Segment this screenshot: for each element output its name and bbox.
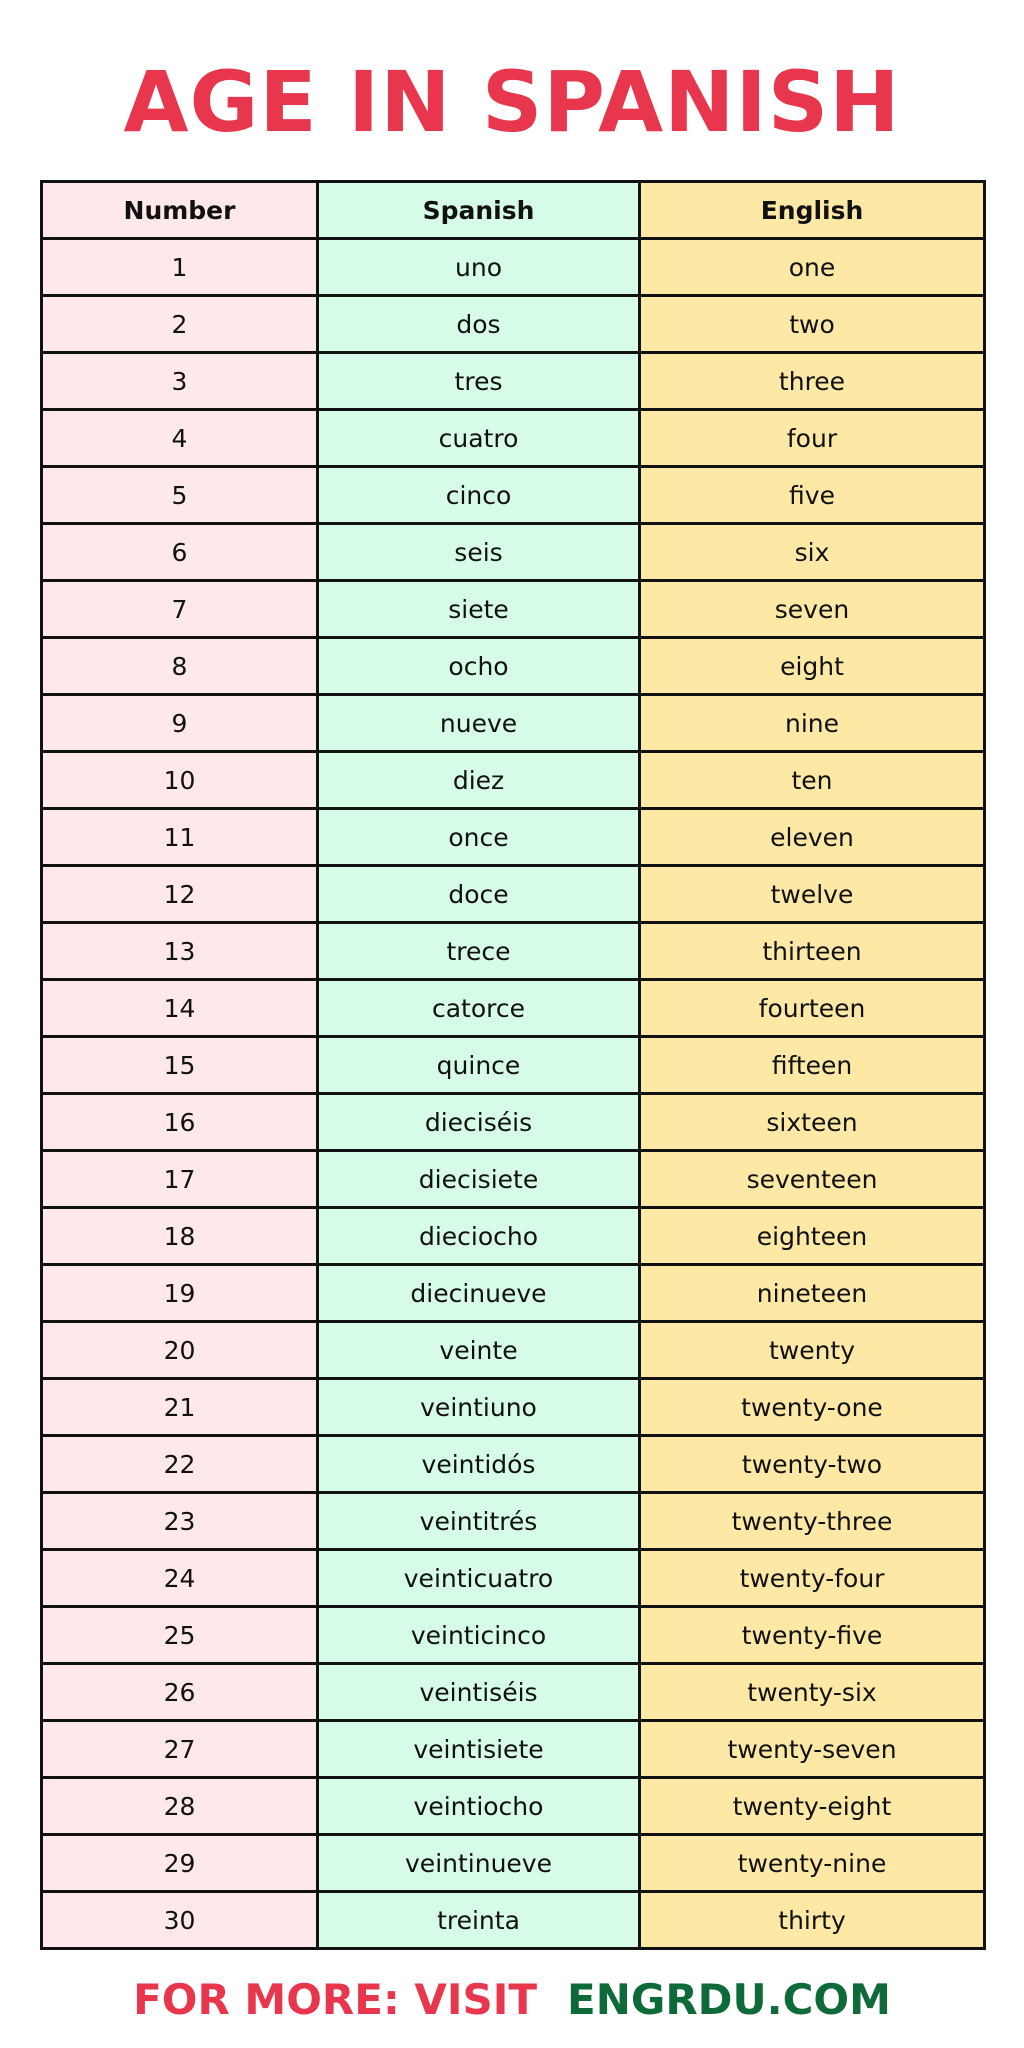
english-cell: thirteen — [641, 924, 983, 978]
table-row — [43, 1722, 983, 1779]
english-cell: twenty-eight — [641, 1779, 983, 1833]
number-cell: 26 — [43, 1665, 319, 1719]
spanish-cell: veintiuno — [319, 1380, 641, 1434]
english-cell: nineteen — [641, 1266, 983, 1320]
number-cell: 16 — [43, 1095, 319, 1149]
spanish-cell: trece — [319, 924, 641, 978]
number-cell: 1 — [43, 240, 319, 294]
number-cell: 27 — [43, 1722, 319, 1776]
number-cell: 6 — [43, 525, 319, 579]
spanish-cell: quince — [319, 1038, 641, 1092]
english-cell: one — [641, 240, 983, 294]
table-row — [43, 1266, 983, 1323]
english-cell: fifteen — [641, 1038, 983, 1092]
header-spanish: Spanish — [319, 183, 641, 237]
number-cell: 21 — [43, 1380, 319, 1434]
english-cell: twenty-six — [641, 1665, 983, 1719]
header-english: English — [641, 183, 983, 237]
spanish-cell: veintinueve — [319, 1836, 641, 1890]
number-cell: 23 — [43, 1494, 319, 1548]
spanish-cell: once — [319, 810, 641, 864]
english-cell: fourteen — [641, 981, 983, 1035]
english-cell: five — [641, 468, 983, 522]
spanish-cell: catorce — [319, 981, 641, 1035]
table-row — [43, 1779, 983, 1836]
spanish-cell: seis — [319, 525, 641, 579]
english-cell: seven — [641, 582, 983, 636]
number-cell: 10 — [43, 753, 319, 807]
table-row — [43, 981, 983, 1038]
table-row — [43, 1437, 983, 1494]
english-cell: eight — [641, 639, 983, 693]
english-cell: thirty — [641, 1893, 983, 1947]
table-row — [43, 639, 983, 696]
number-cell: 12 — [43, 867, 319, 921]
number-cell: 25 — [43, 1608, 319, 1662]
number-cell: 22 — [43, 1437, 319, 1491]
number-cell: 29 — [43, 1836, 319, 1890]
table-row — [43, 1836, 983, 1893]
number-cell: 17 — [43, 1152, 319, 1206]
spanish-cell: veintitrés — [319, 1494, 641, 1548]
table-row — [43, 1095, 983, 1152]
english-cell: twelve — [641, 867, 983, 921]
number-cell: 8 — [43, 639, 319, 693]
number-cell: 18 — [43, 1209, 319, 1263]
number-cell: 19 — [43, 1266, 319, 1320]
number-cell: 7 — [43, 582, 319, 636]
table-row — [43, 1323, 983, 1380]
number-cell: 15 — [43, 1038, 319, 1092]
english-cell: four — [641, 411, 983, 465]
english-cell: eighteen — [641, 1209, 983, 1263]
number-cell: 4 — [43, 411, 319, 465]
table-row — [43, 1551, 983, 1608]
footer-website-link[interactable]: ENGRDU.COM — [567, 1975, 891, 2024]
table-row — [43, 867, 983, 924]
header-number: Number — [43, 183, 319, 237]
number-cell: 28 — [43, 1779, 319, 1833]
number-cell: 2 — [43, 297, 319, 351]
english-cell: twenty-five — [641, 1608, 983, 1662]
footer — [0, 1970, 1024, 2030]
table-row — [43, 297, 983, 354]
number-cell: 30 — [43, 1893, 319, 1947]
number-cell: 24 — [43, 1551, 319, 1605]
table-row — [43, 525, 983, 582]
spanish-cell: veintidós — [319, 1437, 641, 1491]
spanish-cell: nueve — [319, 696, 641, 750]
spanish-cell: veinticinco — [319, 1608, 641, 1662]
spanish-cell: dos — [319, 297, 641, 351]
table-row — [43, 354, 983, 411]
table-row — [43, 1893, 983, 1947]
english-cell: twenty-seven — [641, 1722, 983, 1776]
spanish-cell: uno — [319, 240, 641, 294]
english-cell: three — [641, 354, 983, 408]
table-row — [43, 468, 983, 525]
table-row — [43, 1152, 983, 1209]
english-cell: two — [641, 297, 983, 351]
number-cell: 11 — [43, 810, 319, 864]
english-cell: twenty — [641, 1323, 983, 1377]
spanish-cell: veinticuatro — [319, 1551, 641, 1605]
spanish-cell: diecinueve — [319, 1266, 641, 1320]
number-cell: 14 — [43, 981, 319, 1035]
spanish-cell: veintisiete — [319, 1722, 641, 1776]
table-row — [43, 1494, 983, 1551]
spanish-cell: veinte — [319, 1323, 641, 1377]
spanish-cell: veintiséis — [319, 1665, 641, 1719]
english-cell: twenty-two — [641, 1437, 983, 1491]
english-cell: six — [641, 525, 983, 579]
spanish-cell: veintiocho — [319, 1779, 641, 1833]
english-cell: twenty-three — [641, 1494, 983, 1548]
english-cell: nine — [641, 696, 983, 750]
table-header-row — [43, 183, 983, 240]
english-cell: sixteen — [641, 1095, 983, 1149]
english-cell: seventeen — [641, 1152, 983, 1206]
number-cell: 13 — [43, 924, 319, 978]
table-row — [43, 1209, 983, 1266]
spanish-cell: tres — [319, 354, 641, 408]
footer-visit-text: FOR MORE: VISIT — [133, 1975, 538, 2024]
spanish-cell: diecisiete — [319, 1152, 641, 1206]
spanish-cell: siete — [319, 582, 641, 636]
number-cell: 9 — [43, 696, 319, 750]
english-cell: eleven — [641, 810, 983, 864]
spanish-cell: ocho — [319, 639, 641, 693]
table-row — [43, 1665, 983, 1722]
table-row — [43, 1608, 983, 1665]
table-row — [43, 810, 983, 867]
table-row — [43, 582, 983, 639]
table-row — [43, 240, 983, 297]
table-row — [43, 924, 983, 981]
number-cell: 5 — [43, 468, 319, 522]
table-row — [43, 696, 983, 753]
table-row — [43, 1038, 983, 1095]
english-cell: twenty-four — [641, 1551, 983, 1605]
spanish-cell: dieciséis — [319, 1095, 641, 1149]
table-row — [43, 753, 983, 810]
number-cell: 3 — [43, 354, 319, 408]
spanish-cell: cuatro — [319, 411, 641, 465]
page-title: AGE IN SPANISH — [123, 53, 901, 151]
spanish-cell: diez — [319, 753, 641, 807]
english-cell: twenty-nine — [641, 1836, 983, 1890]
english-cell: ten — [641, 753, 983, 807]
table-row — [43, 411, 983, 468]
spanish-cell: doce — [319, 867, 641, 921]
spanish-cell: dieciocho — [319, 1209, 641, 1263]
english-cell: twenty-one — [641, 1380, 983, 1434]
spanish-cell: treinta — [319, 1893, 641, 1947]
vocabulary-table — [40, 180, 986, 1950]
table-row — [43, 1380, 983, 1437]
number-cell: 20 — [43, 1323, 319, 1377]
spanish-cell: cinco — [319, 468, 641, 522]
